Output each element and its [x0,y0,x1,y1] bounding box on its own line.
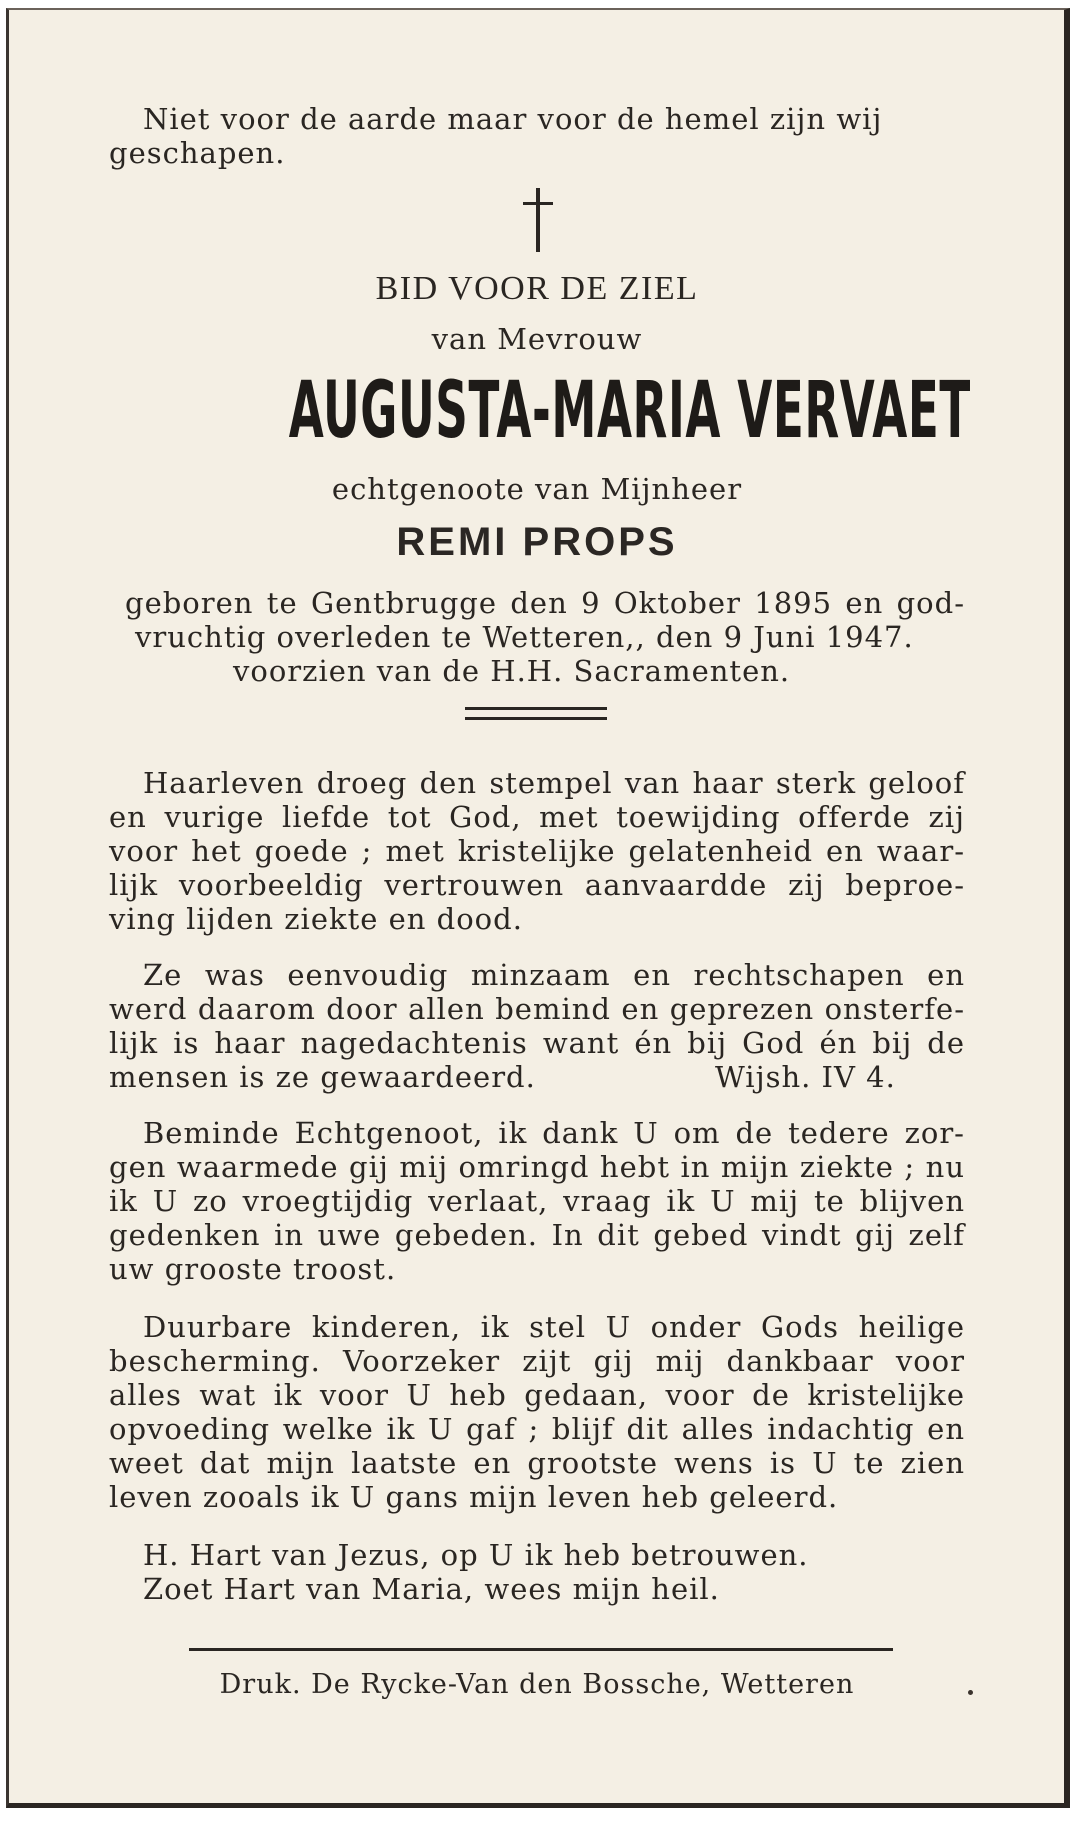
paragraph1-line-2: en vurige liefde tot God, met toewijding offerde zij [109,800,965,834]
dates-line-1: geboren te Gentbrugge den 9 Oktober 1895 en god- [125,586,965,620]
van-mevrouw: van Mevrouw [431,322,643,356]
printer-credit: Druk. De Rycke-Van den Bossche, Wetteren [219,1669,855,1700]
paragraph4-line-3: alles wat ik voor U heb gedaan, voor de kristelijke [109,1378,965,1412]
motto-line-1: Niet voor de aarde maar voor de hemel zijn wij [143,102,883,136]
spouse-intro: echtgenoote van Mijnheer [331,472,743,506]
paragraph3-line-5: uw grooste troost. [109,1252,397,1286]
paragraph2-line-3: lijk is haar nagedachtenis want én bij God én bij de [109,1026,965,1060]
dates-line-2: vruchtig overleden te Wetteren,, den 9 Juni 1947. [135,620,914,654]
paragraph4-line-2: bescherming. Voorzeker zijt gij mij dankbaar voor [109,1344,965,1378]
dates-line-3: voorzien van de H.H. Sacramenten. [233,654,791,688]
footer-rule [189,1648,893,1651]
paragraph4-line-5: weet dat mijn laatste en grootste wens is U te zien [109,1446,965,1480]
divider-bottom [465,717,607,720]
paragraph2-line-2: werd daarom door allen bemind en geprezen onsterfe- [109,992,965,1026]
paragraph4-line-1: Duurbare kinderen, ik stel U onder Gods heilige [143,1310,965,1344]
spouse-name: REMI PROPS [396,520,678,564]
paragraph3-line-1: Beminde Echtgenoot, ik dank U om de tedere zor- [143,1116,965,1150]
ink-spot [968,1690,973,1695]
paragraph1-line-5: ving lijden ziekte en dood. [109,902,523,936]
paragraph3-line-3: ik U zo vroegtijdig verlaat, vraag ik U mij te blijven [109,1184,965,1218]
memorial-card [6,8,1070,1808]
prayer-line-2: Zoet Hart van Maria, wees mijn heil. [143,1572,720,1606]
paragraph1-line-3: voor het goede ; met kristelijke gelatenheid en waar- [109,834,965,868]
divider-top [465,707,607,710]
prayer-line-1: H. Hart van Jezus, op U ik heb betrouwen. [143,1538,809,1572]
paragraph1-line-4: lijk voorbeeldig vertrouwen aanvaardde zij beproe- [109,868,965,902]
paragraph4-line-6: leven zooals ik U gans mijn leven heb geleerd. [109,1480,839,1514]
motto-line-2: geschapen. [109,136,286,170]
paragraph1-line-1: Haarleven droeg den stempel van haar sterk geloof [143,766,965,800]
paragraph2-line-4: mensen is ze gewaardeerd. [109,1060,536,1094]
paragraph3-line-2: gen waarmede gij mij omringd hebt in mijn ziekte ; nu [109,1150,965,1184]
paragraph4-line-4: opvoeding welke ik U gaf ; blijf dit alles indachtig en [109,1412,965,1446]
paragraph2-line-1: Ze was eenvoudig minzaam en rechtschapen en [143,958,965,992]
paragraph3-line-4: gedenken in uwe gebeden. In dit gebed vindt gij zelf [109,1218,965,1252]
bible-reference: Wijsh. IV 4. [715,1060,896,1094]
bid-heading: BID VOOR DE ZIEL [375,270,699,307]
deceased-name: AUGUSTA-MARIA VERVAET [288,366,971,456]
cross-icon [523,188,553,252]
